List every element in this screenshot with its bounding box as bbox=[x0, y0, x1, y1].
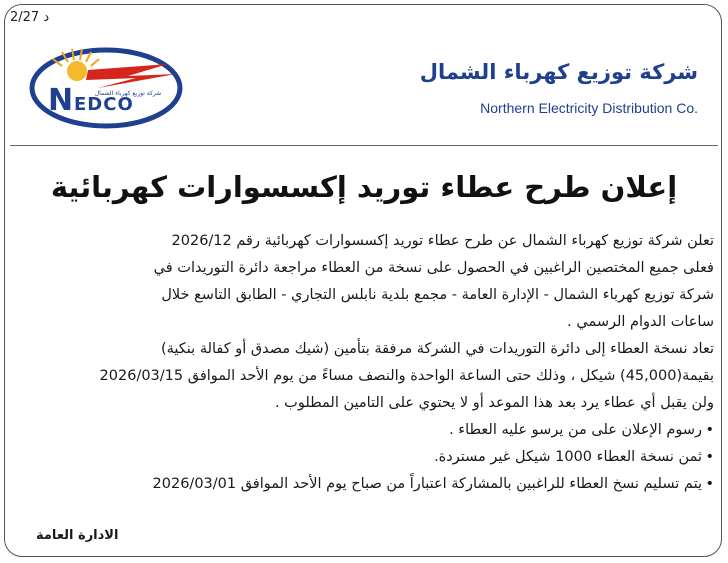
announcement-title: إعلان طرح عطاء توريد إكسسوارات كهربائية bbox=[50, 170, 678, 204]
nedco-logo bbox=[28, 40, 188, 130]
svg-text:شركة توزيع كهرباء الشمال: شركة توزيع كهرباء الشمال bbox=[94, 90, 162, 97]
page-code: 2/27 د bbox=[10, 10, 50, 25]
paragraph-invitation bbox=[14, 228, 714, 336]
list-item: • يتم تسليم نسخ العطاء للراغبين بالمشاركة اعتباراً من صباح يوم الأحد الموافق 2026/03/01 bbox=[14, 471, 714, 498]
paragraph1-line: تعلن شركة توزيع كهرباء الشمال عن طرح عطاء توريد إكسسوارات كهربائية رقم 2026/12 bbox=[171, 233, 714, 249]
list-item: • ثمن نسخة العطاء 1000 شيكل غير مستردة. bbox=[14, 444, 714, 471]
paragraph2-line: تعاد نسخة العطاء إلى دائرة التوريدات في الشركة مرفقة بتأمين (شيك مصدق أو كفالة بنكية) bbox=[160, 341, 714, 357]
paragraph1-line: شركة توزيع كهرباء الشمال - الإدارة العامة - مجمع بلدية نابلس التجاري - الطابق التاسع خلال bbox=[161, 287, 714, 303]
company-name-english: Northern Electricity Distribution Co. bbox=[480, 100, 698, 116]
svg-text:N: N bbox=[48, 83, 74, 118]
announcement-body bbox=[14, 228, 714, 498]
paragraph1-line: ساعات الدوام الرسمي . bbox=[567, 314, 714, 330]
paragraph-submission bbox=[14, 336, 714, 417]
paragraph2-line: بقيمة(45,000) شيكل ، وذلك حتى الساعة الواحدة والنصف مساءً من يوم الأحد الموافق 2026/03/15 bbox=[99, 368, 714, 384]
signature: الادارة العامة bbox=[36, 528, 119, 543]
company-name-arabic: شركة توزيع كهرباء الشمال bbox=[419, 60, 698, 84]
paragraph1-line: فعلى جميع المختصين الراغبين في الحصول على نسخة من العطاء مراجعة دائرة التوريدات في bbox=[153, 260, 714, 276]
paragraph2-line: ولن يقبل أي عطاء يرد بعد هذا الموعد أو لا يحتوي على التامين المطلوب . bbox=[274, 395, 714, 411]
header-divider bbox=[10, 145, 718, 146]
svg-text:EDCO: EDCO bbox=[74, 94, 134, 115]
conditions-list bbox=[14, 417, 714, 498]
list-item: • رسوم الإعلان على من يرسو عليه العطاء . bbox=[14, 417, 714, 444]
